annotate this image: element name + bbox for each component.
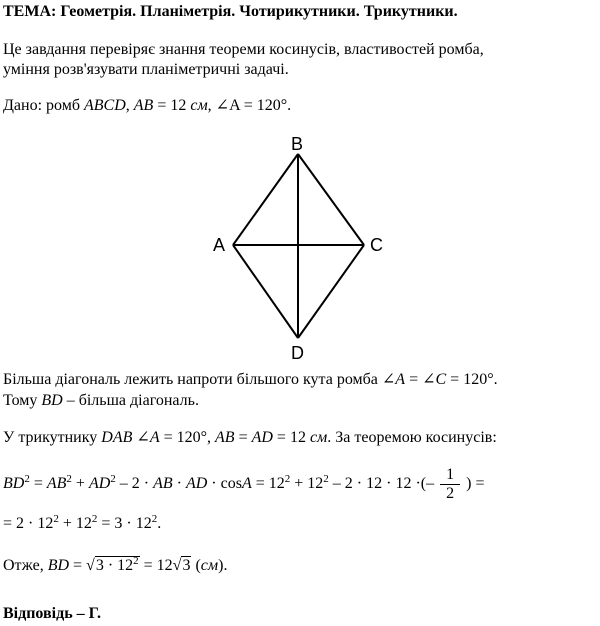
r-1: = 2 · 12 (3, 515, 54, 532)
intro-line-1: Це завдання перевіряє знання теореми косинусів, властивостей ромба, (3, 41, 484, 58)
r-sq2: 2 (91, 513, 98, 525)
vertex-label-b: B (291, 134, 304, 154)
f-dot2: · (207, 475, 221, 493)
f-eq: = (29, 475, 47, 493)
result-line (3, 514, 161, 535)
para1-bd: BD (41, 392, 63, 409)
f-plus12: + 12 (290, 475, 324, 493)
topic-title: ТЕМА: Геометрія. Планіметрія. Чотирикутники. Трикутники. (3, 3, 458, 20)
f-end: ) = (466, 475, 485, 493)
para2-prefix: У трикутнику (3, 429, 102, 446)
given-line: Дано: ромб ABCD, AB = 12 см, ∠A = 120°. (3, 97, 292, 114)
f-ad: AD (88, 475, 111, 493)
para2-ab: AB (215, 429, 235, 446)
r-4: . (157, 515, 162, 532)
f-cos: cos (220, 475, 242, 493)
c-root-text: 3 · 12 (95, 557, 134, 574)
c-unit: см (200, 557, 219, 574)
c-prefix: Отже, (3, 557, 48, 574)
vertex-label-c: C (370, 235, 383, 255)
para2-suffix: . За теоремою косинусів: (327, 429, 497, 446)
c-bd: BD (47, 557, 70, 574)
fraction (440, 466, 460, 503)
f-plus: + (71, 475, 89, 493)
unit: см (190, 97, 208, 114)
edge-ab (233, 154, 298, 245)
frac-den: 2 (446, 485, 455, 502)
rhombus-figure (200, 130, 400, 365)
para1-l2-prefix: Тому (3, 392, 42, 409)
cosine-formula (3, 466, 484, 503)
angle-a: , ∠A (207, 97, 240, 114)
vertex-label-a: A (213, 235, 226, 255)
c-open: ( (191, 557, 201, 574)
given-prefix: Дано: ромб (3, 97, 84, 114)
r-3: = 3 · 12 (97, 515, 152, 532)
conclusion-line (3, 556, 227, 577)
r-sq3: 2 (151, 513, 158, 525)
intro-line-2: уміння розв'язувати планіметричні задачі. (3, 61, 289, 78)
para2-angle: ∠ (132, 429, 150, 446)
edge-bc (298, 154, 364, 245)
c-eq: = √ (69, 557, 95, 574)
f-minus: – 2 · 12 · 12 ·(– (328, 475, 435, 493)
r-sq1: 2 (53, 513, 59, 525)
f-ad-2: AD (185, 475, 208, 493)
f-bd: BD (3, 475, 25, 493)
c-root2: 3 (182, 557, 191, 574)
para1-eq: = ∠ (405, 371, 436, 388)
para2-eq2: = 12 (272, 429, 310, 446)
para2-angle-a: A (149, 429, 160, 446)
f-eq2: = 12 (251, 475, 285, 493)
edge-da (233, 245, 298, 338)
answer: Відповідь – Г. (3, 605, 102, 622)
side-ab: AB (133, 97, 154, 114)
para2-value: = 120°, (159, 429, 216, 446)
f-sq4: 2 (284, 473, 291, 486)
para2-unit: см (309, 429, 328, 446)
f-a: A (241, 475, 252, 493)
f-minus2: – 2 · (115, 475, 154, 493)
c-close: ). (218, 557, 228, 574)
c-sq: 2 (133, 555, 139, 567)
f-ab: AB (46, 475, 67, 493)
para2-eq1: = (234, 429, 252, 446)
para2-triangle: DAB (101, 429, 133, 446)
para1-l2-suffix: – більша діагональ. (62, 392, 199, 409)
para1-line-1 (3, 370, 498, 390)
f-sq3: 2 (110, 473, 116, 486)
para2-ad: AD (251, 429, 273, 446)
edge-cd (298, 245, 364, 338)
c-eq2: = 12√ (139, 557, 182, 574)
r-2: + 12 (58, 515, 92, 532)
f-sq1: 2 (24, 473, 30, 486)
para1-line-2 (3, 391, 199, 411)
rhombus-name: ABCD (83, 97, 126, 114)
para1-angle-a: A (395, 371, 406, 388)
para2-line (3, 428, 497, 448)
f-sq5: 2 (323, 473, 329, 486)
para1-angle-c: C (435, 371, 447, 388)
para1-value: = 120°. (446, 371, 498, 388)
vertex-label-d: D (291, 343, 304, 363)
f-sq2: 2 (66, 473, 72, 486)
para1-text: Більша діагональ лежить напроти більшого кута ромба ∠ (3, 371, 396, 388)
side-ab-value: = 12 (153, 97, 191, 114)
c-root (95, 556, 140, 574)
f-dot1: · (172, 475, 186, 493)
frac-num: 1 (440, 466, 460, 485)
angle-a-value: = 120°. (239, 97, 292, 114)
f-ab-2: AB (153, 475, 173, 493)
